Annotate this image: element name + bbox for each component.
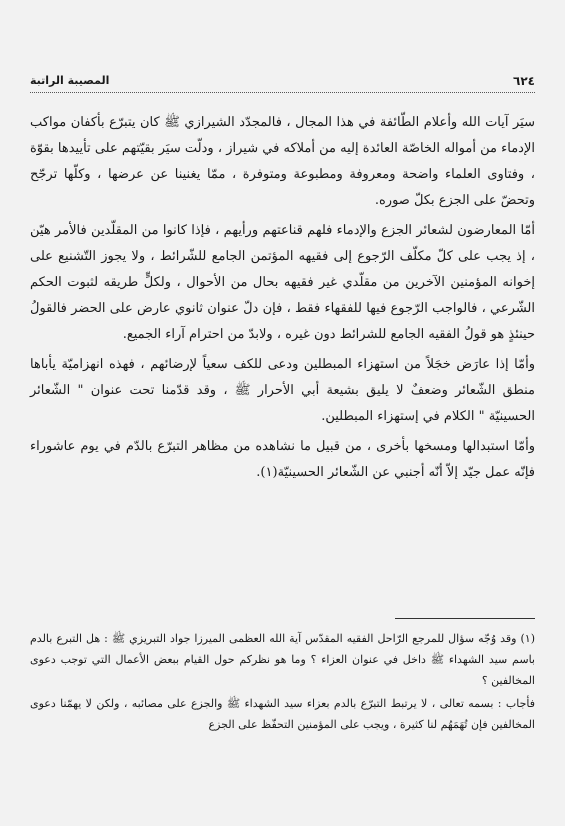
footnote-divider bbox=[395, 618, 535, 619]
paragraph: وأمّا إذا عارَض خجَلاً من استهزاء المبطلين ودعى للكف سعياً لإرضائهم ، فهذه انهزاميّة يأباها منطق الشّعائر وضعفٌ لا يليق بشيعة أبي الأحرار ﷺ ، وقد قدّمنا تحت عنوان " الشّعائر الحسينيّة " الكلام في إستهزاء المبطلين. bbox=[30, 357, 535, 424]
paragraph: أمّا المعارضون لشعائر الجزع والإدماء فلهم قناعتهم ورأيهم ، فإذا كانوا من المقلّدين فالأمر هيّن ، إذ يجب على كلّ مكلّف الرّجوع إلى فقيهه المؤتمن الجامع للشّرائط ، ولا يجوز التّشنيع على إخوانه المؤمنين الآخرين من مقلّدي غير فقيهه بحال من الأحوال ، ولكلٍّ طريقه لثبوت الحكم الشّرعي ، فالواجب الرّجوع فيها للفقهاء فقط ، فإن دلّ عنوان ثانوي عارض على الحضر فالقولُ حينئذٍ هو قولُ الفقيه الجامع للشرائط دون غيره ، ولابدّ من احترام آراء الجميع. bbox=[30, 223, 535, 342]
paragraph: وأمّا استبدالها ومسخها بأخرى ، من قبيل ما نشاهده من مظاهر التبرّع بالدّم في يوم عاشوراء فإنّه عمل جيّد إلاّ أنّه أجنبي عن الشّعائر الحسينيّة(١). bbox=[30, 439, 535, 480]
footnote-answer: فأجاب : بسمه تعالى ، لا يرتبط التبرّع بالدم بعزاء سيد الشهداء ﷺ والجزع على مصائبه ، ولكن لا يهمّنا دعوى المخالفين فإن تُهَمَهُم لنا كثيرة ، ويجب على المؤمنين التحفّظ على الجزع bbox=[30, 697, 535, 731]
running-title: المصيبة الراتبة bbox=[30, 74, 110, 87]
page-header bbox=[30, 74, 535, 93]
footnote-question: (١) وقد وُجّه سؤال للمرجع الرّاحل الفقيه المقدّس آية الله العظمى الميرزا جواد التبريزي ﷺ : هل التبرع بالدم باسم سيد الشهداء ﷺ داخل في عنوان العزاء ؟ وما هو نظركم حول القيام ببعض الأعمال التي توجب دعوى المخالفين ؟ bbox=[30, 632, 535, 687]
page-number: ٦٢٤ bbox=[513, 74, 535, 88]
paragraph: سيَر آيات الله وأعلام الطّائفة في هذا المجال ، فالمجدّد الشيرازي ﷺ كان يتبرّع بأكفان مواكب الإدماء من أمواله الخاصّة العائدة إليه من أملاكه في شيراز ، ودلّت سيَر بقيّتهم على تأييدها بقوّة ، وفتاوى العلماء واضحة ومعروفة ومطبوعة ومتوفرة ، ممّا يغنينا عن عرضها ، وكلّها ترجّح وتحضّ على الجزع بكلّ صوره. bbox=[30, 115, 535, 208]
footnotes bbox=[30, 628, 535, 737]
main-text bbox=[30, 110, 535, 490]
